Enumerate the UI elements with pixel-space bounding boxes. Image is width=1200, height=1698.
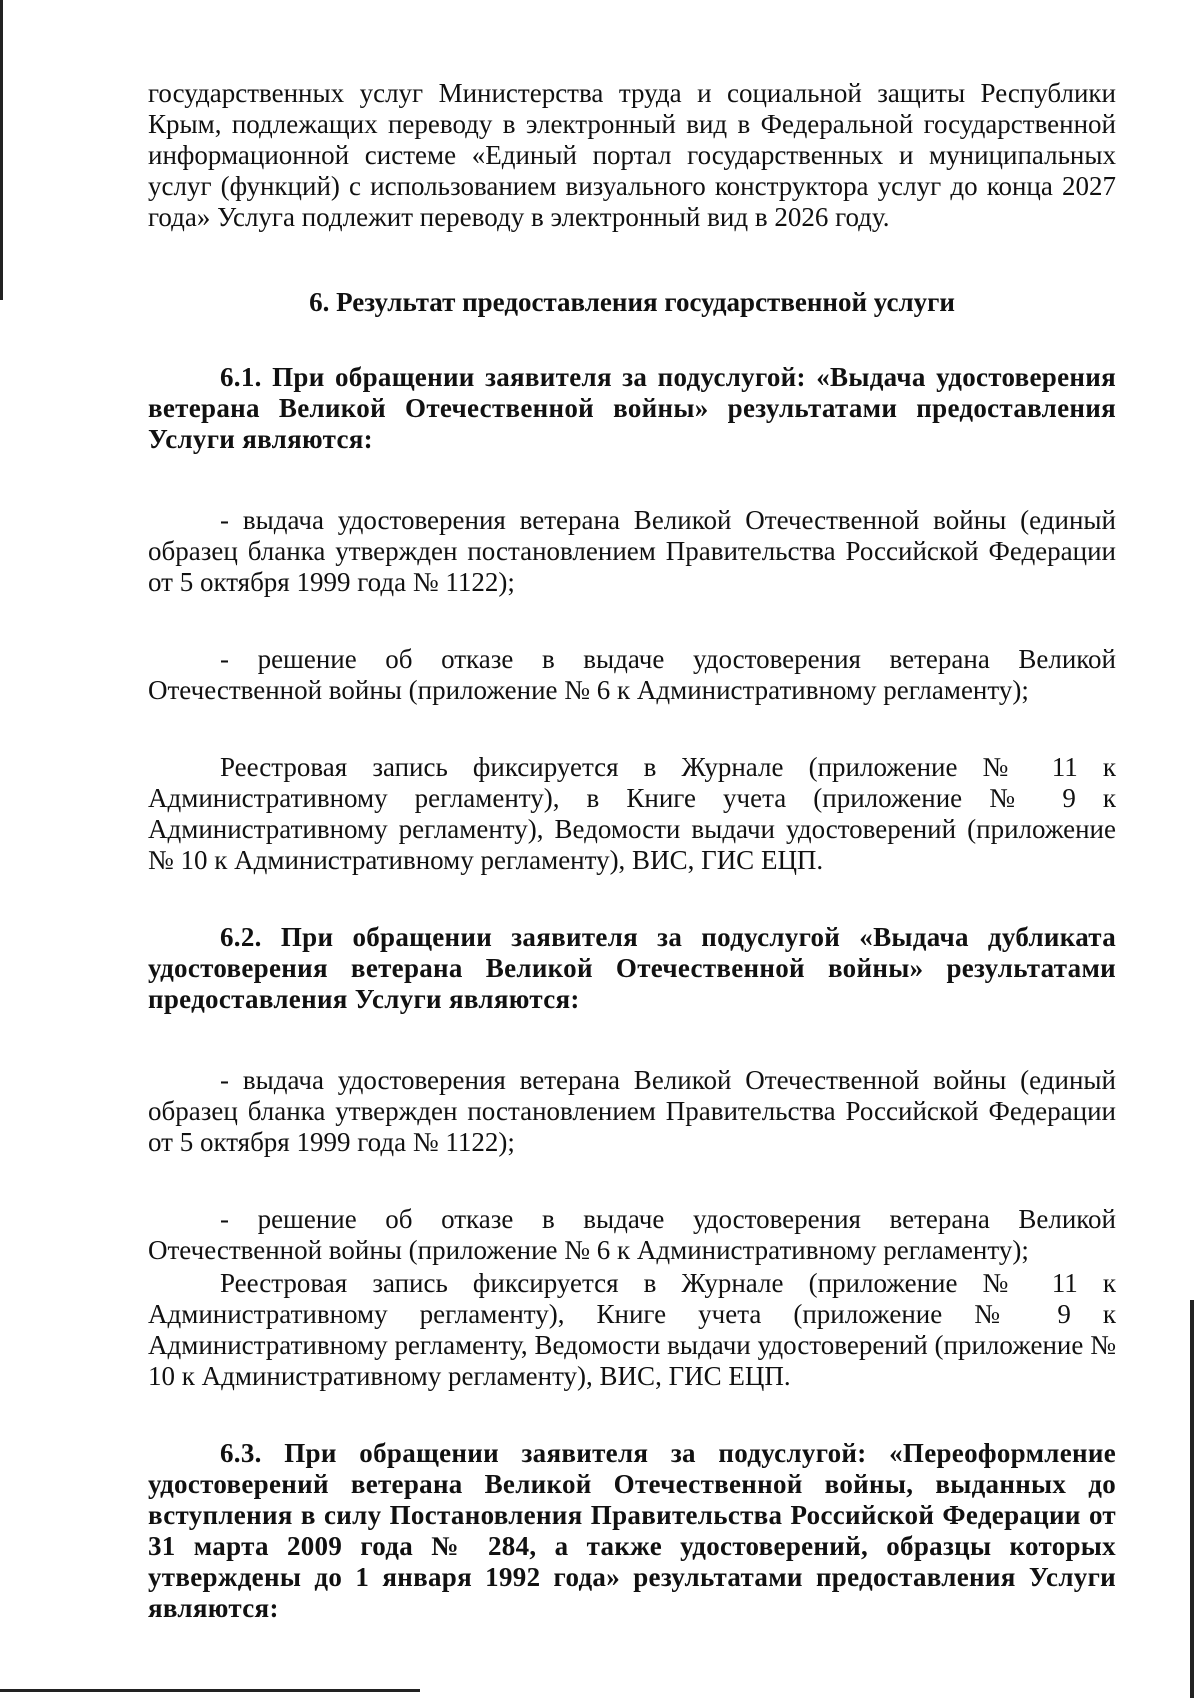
subsection-6-1-heading: 6.1. При обращении заявителя за подуслугой: «Выдача удостоверения ветерана Великой Отечественной войны» результатами предоставления Услуги являются: (148, 362, 1116, 454)
scan-left-edge (0, 0, 3, 300)
section-heading: 6. Результат предоставления государственной услуги (309, 287, 955, 317)
scan-bottom-edge (0, 1689, 420, 1692)
subsection-6-1-registry: Реестровая запись фиксируется в Журнале (приложение № 11 к Административному регламенту), в Книге учета (приложение № 9 к Административному регламенту), Ведомости выдачи удостоверений (приложение № 10 к Административному регламенту), ВИС, ГИС ЕЦП. (148, 752, 1116, 875)
subsection-6-1-item-2: - решение об отказе в выдаче удостоверения ветерана Великой Отечественной войны (приложение № 6 к Административному регламенту); (148, 644, 1116, 705)
subsection-6-2-heading: 6.2. При обращении заявителя за подуслугой «Выдача дубликата удостоверения ветерана Великой Отечественной войны» результатами предоставления Услуги являются: (148, 922, 1116, 1014)
subsection-6-3-heading: 6.3. При обращении заявителя за подуслугой: «Переоформление удостоверений ветерана Великой Отечественной войны, выданных до вступления в силу Постановления Правительства Российской Федерации от 31 марта 2009 года № 284, а также удостоверений, образцы которых утверждены до 1 января 1992 года» результатами предоставления Услуги являются: (148, 1438, 1116, 1623)
subsection-6-1-item-1: - выдача удостоверения ветерана Великой Отечественной войны (единый образец бланка утвержден постановлением Правительства Российской Федерации от 5 октября 1999 года № 1122); (148, 505, 1116, 597)
scan-right-edge (1190, 1300, 1194, 1698)
document-page (148, 78, 1116, 1624)
subsection-6-2-item-1: - выдача удостоверения ветерана Великой Отечественной войны (единый образец бланка утвержден постановлением Правительства Российской Федерации от 5 октября 1999 года № 1122); (148, 1065, 1116, 1157)
subsection-6-2-item-2: - решение об отказе в выдаче удостоверения ветерана Великой Отечественной войны (приложение № 6 к Административному регламенту); (148, 1204, 1116, 1265)
subsection-6-2-registry: Реестровая запись фиксируется в Журнале (приложение № 11 к Административному регламенту), Книге учета (приложение № 9 к Административному регламенту, Ведомости выдачи удостоверений (приложение № 10 к Административному регламенту), ВИС, ГИС ЕЦП. (148, 1268, 1116, 1391)
intro-paragraph: государственных услуг Министерства труда и социальной защиты Республики Крым, подлежащих переводу в электронный вид в Федеральной государственной информационной системе «Единый портал государственных и муниципальных услуг (функций) с использованием визуального конструктора услуг до конца 2027 года» Услуга подлежит переводу в электронный вид в 2026 году. (148, 78, 1116, 232)
